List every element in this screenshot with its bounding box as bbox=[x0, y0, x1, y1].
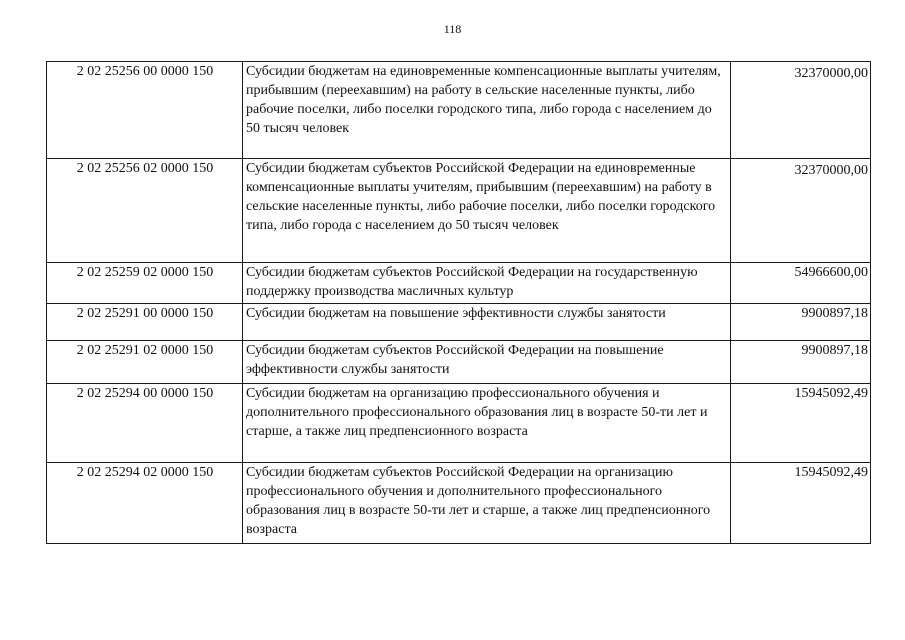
description-cell: Субсидии бюджетам на организацию профессионального обучения и дополнительного профессионального образования лиц в возрасте 50-ти лет и старше, а также лиц предпенсионного возраста bbox=[243, 384, 731, 463]
budget-code-cell: 2 02 25259 02 0000 150 bbox=[47, 263, 243, 304]
amount-cell: 15945092,49 bbox=[731, 463, 871, 544]
description-cell: Субсидии бюджетам субъектов Российской Федерации на единовременные компенсационные выплаты учителям, прибывшим (переехавшим) на работу в сельские населенные пункты, либо рабочие поселки, либо поселки городского типа, либо города с населением до 50 тысяч человек bbox=[243, 159, 731, 263]
table-row bbox=[47, 384, 871, 463]
budget-code-cell: 2 02 25294 02 0000 150 bbox=[47, 463, 243, 544]
description-cell: Субсидии бюджетам субъектов Российской Федерации на повышение эффективности службы занятости bbox=[243, 341, 731, 384]
amount-cell: 32370000,00 bbox=[731, 62, 871, 159]
amount-cell: 32370000,00 bbox=[731, 159, 871, 263]
table-row bbox=[47, 341, 871, 384]
budget-code-cell: 2 02 25291 00 0000 150 bbox=[47, 304, 243, 341]
table-row bbox=[47, 263, 871, 304]
table-row bbox=[47, 463, 871, 544]
budget-code-cell: 2 02 25294 00 0000 150 bbox=[47, 384, 243, 463]
budget-code-cell: 2 02 25256 00 0000 150 bbox=[47, 62, 243, 159]
page-number: 118 bbox=[443, 22, 462, 36]
table-row bbox=[47, 159, 871, 263]
table-row bbox=[47, 62, 871, 159]
description-cell: Субсидии бюджетам на повышение эффективности службы занятости bbox=[243, 304, 731, 341]
description-cell: Субсидии бюджетам субъектов Российской Федерации на государственную поддержку производства масличных культур bbox=[243, 263, 731, 304]
description-cell: Субсидии бюджетам субъектов Российской Федерации на организацию профессионального обучения и дополнительного профессионального образования лиц в возрасте 50-ти лет и старше, а также лиц предпенсионного возраста bbox=[243, 463, 731, 544]
table-row bbox=[47, 304, 871, 341]
amount-cell: 9900897,18 bbox=[731, 341, 871, 384]
budget-code-cell: 2 02 25291 02 0000 150 bbox=[47, 341, 243, 384]
budget-revenue-table bbox=[46, 61, 871, 544]
amount-cell: 54966600,00 bbox=[731, 263, 871, 304]
description-cell: Субсидии бюджетам на единовременные компенсационные выплаты учителям, прибывшим (переехавшим) на работу в сельские населенные пункты, либо рабочие поселки, либо поселки городского типа, либо города с населением до 50 тысяч человек bbox=[243, 62, 731, 159]
budget-code-cell: 2 02 25256 02 0000 150 bbox=[47, 159, 243, 263]
amount-cell: 15945092,49 bbox=[731, 384, 871, 463]
amount-cell: 9900897,18 bbox=[731, 304, 871, 341]
